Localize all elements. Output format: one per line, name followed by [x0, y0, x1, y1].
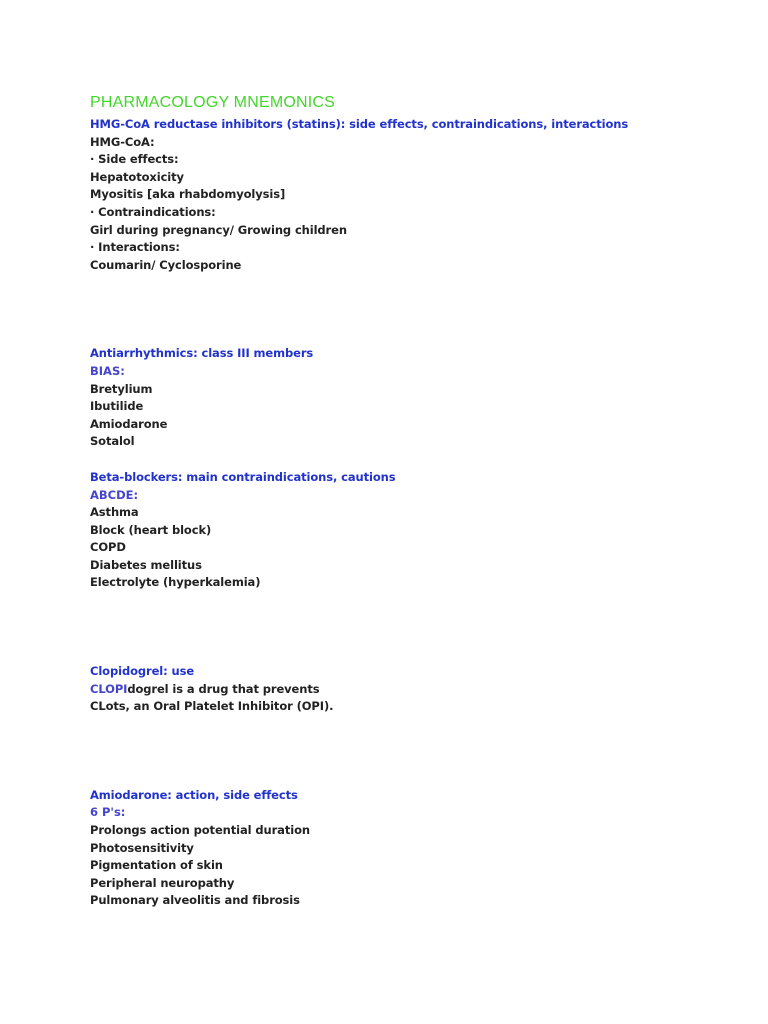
mnemonic-key: BIAS: — [90, 363, 125, 378]
text-line: Photosensitivity — [90, 840, 194, 855]
section-amiodarone — [90, 787, 730, 910]
spacer — [90, 769, 730, 787]
spacer — [90, 592, 730, 645]
text-line: Amiodarone — [90, 416, 168, 431]
section-statins — [90, 116, 730, 274]
mnemonic-key: ABCDE: — [90, 487, 139, 502]
text-line: Pigmentation of skin — [90, 858, 223, 873]
text-line: Diabetes mellitus — [90, 557, 202, 572]
spacer — [90, 451, 730, 469]
document-title: PHARMACOLOGY MNEMONICS — [90, 94, 336, 111]
text-line: Girl during pregnancy/ Growing children — [90, 222, 347, 237]
text-line: Myositis [aka rhabdomyolysis] — [90, 187, 286, 202]
spacer — [90, 645, 730, 663]
text-line: Electrolyte (hyperkalemia) — [90, 575, 261, 590]
text-line: HMG-CoA: — [90, 134, 155, 149]
text-line: · Contraindications: — [90, 204, 216, 219]
mnemonic-key: 6 P's: — [90, 805, 126, 820]
text-line: Coumarin/ Cyclosporine — [90, 257, 242, 272]
section-heading: Beta-blockers: main contraindications, cautions — [90, 469, 396, 484]
text-line: Asthma — [90, 505, 139, 520]
section-heading: Clopidogrel: use — [90, 664, 195, 679]
section-heading: HMG-CoA reductase inhibitors (statins): side effects, contraindications, interactions — [90, 117, 629, 131]
spacer — [90, 327, 730, 345]
section-clopidogrel — [90, 663, 730, 716]
text-line: Peripheral neuropathy — [90, 875, 235, 890]
section-heading: Antiarrhythmics: class III members — [90, 346, 314, 361]
text-line: Pulmonary alveolitis and fibrosis — [90, 893, 300, 908]
spacer — [90, 716, 730, 769]
document-page — [90, 92, 730, 910]
text-line: CLots, an Oral Platelet Inhibitor (OPI). — [90, 699, 334, 714]
section-heading: Amiodarone: action, side effects — [90, 787, 298, 802]
text-line — [90, 681, 730, 699]
mnemonic-key: CLOPI — [90, 681, 128, 696]
spacer — [90, 274, 730, 327]
text-line: Prolongs action potential duration — [90, 823, 310, 838]
section-beta-blockers — [90, 469, 730, 592]
text-line: · Side effects: — [90, 152, 179, 167]
text-line: Bretylium — [90, 381, 153, 396]
text-line: Block (heart block) — [90, 522, 212, 537]
text-line: Hepatotoxicity — [90, 169, 184, 184]
text-line: Ibutilide — [90, 399, 144, 414]
text-fragment: dogrel is a drug that prevents — [127, 681, 320, 696]
section-antiarrhythmics — [90, 345, 730, 451]
text-line: COPD — [90, 540, 126, 555]
text-line: · Interactions: — [90, 240, 180, 255]
text-line: Sotalol — [90, 434, 135, 449]
